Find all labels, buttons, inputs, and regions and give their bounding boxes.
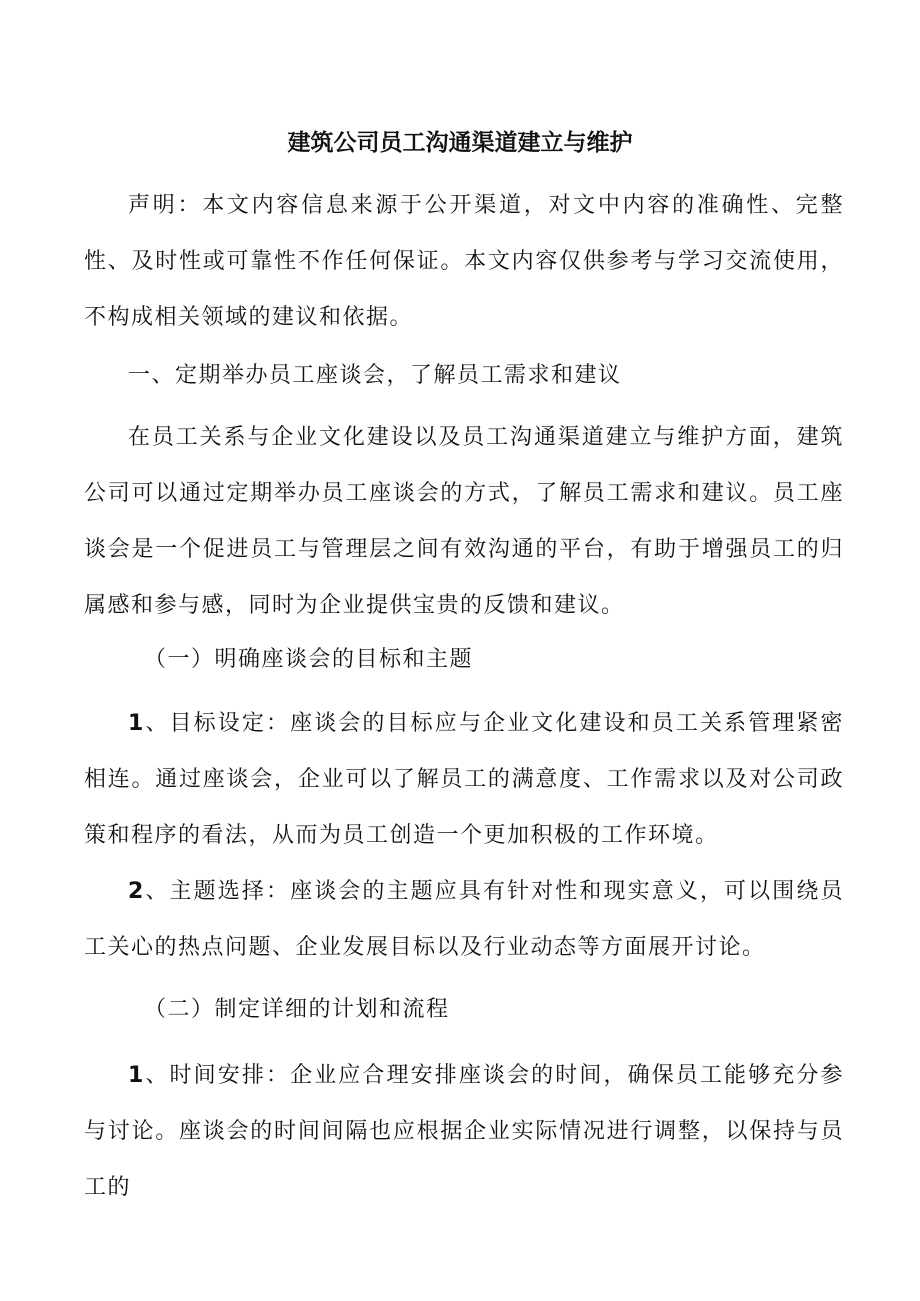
item-number: 2 xyxy=(128,879,145,904)
item-text: 、时间安排：企业应合理安排座谈会的时间，确保员工能够充分参与讨论。座谈会的时间间隔也应根据企业实际情况进行调整，以保持与员工的 xyxy=(84,1063,844,1200)
item-number: 1 xyxy=(128,711,145,736)
section1-intro-paragraph: 在员工关系与企业文化建设以及员工沟通渠道建立与维护方面，建筑公司可以通过定期举办员工座谈会的方式，了解员工需求和建议。员工座谈会是一个促进员工与管理层之间有效沟通的平台，有助于增强员工的归属感和参与感，同时为企业提供宝贵的反馈和建议。 xyxy=(84,425,844,618)
item-number: 1 xyxy=(128,1063,145,1088)
section-heading-1: 一、定期举办员工座谈会，了解员工需求和建议 xyxy=(128,363,622,388)
sub1-item2-paragraph xyxy=(84,864,844,976)
item-text: 、主题选择：座谈会的主题应具有针对性和现实意义，可以围绕员工关心的热点问题、企业发展目标以及行业动态等方面展开讨论。 xyxy=(84,879,844,960)
disclaimer-paragraph: 声明：本文内容信息来源于公开渠道，对文中内容的准确性、完整性、及时性或可靠性不作任何保证。本文内容仅供参考与学习交流使用，不构成相关领域的建议和依据。 xyxy=(84,193,844,330)
document-title: 建筑公司员工沟通渠道建立与维护 xyxy=(287,130,633,156)
sub2-item1-paragraph xyxy=(84,1048,844,1216)
subsection-heading-2: （二）制定详细的计划和流程 xyxy=(144,997,450,1022)
item-text: 、目标设定：座谈会的目标应与企业文化建设和员工关系管理紧密相连。通过座谈会，企业可以了解员工的满意度、工作需求以及对公司政策和程序的看法，从而为员工创造一个更加积极的工作环境。 xyxy=(84,711,844,848)
sub1-item1-paragraph xyxy=(84,696,844,864)
subsection-heading-1: （一）明确座谈会的目标和主题 xyxy=(144,647,474,672)
